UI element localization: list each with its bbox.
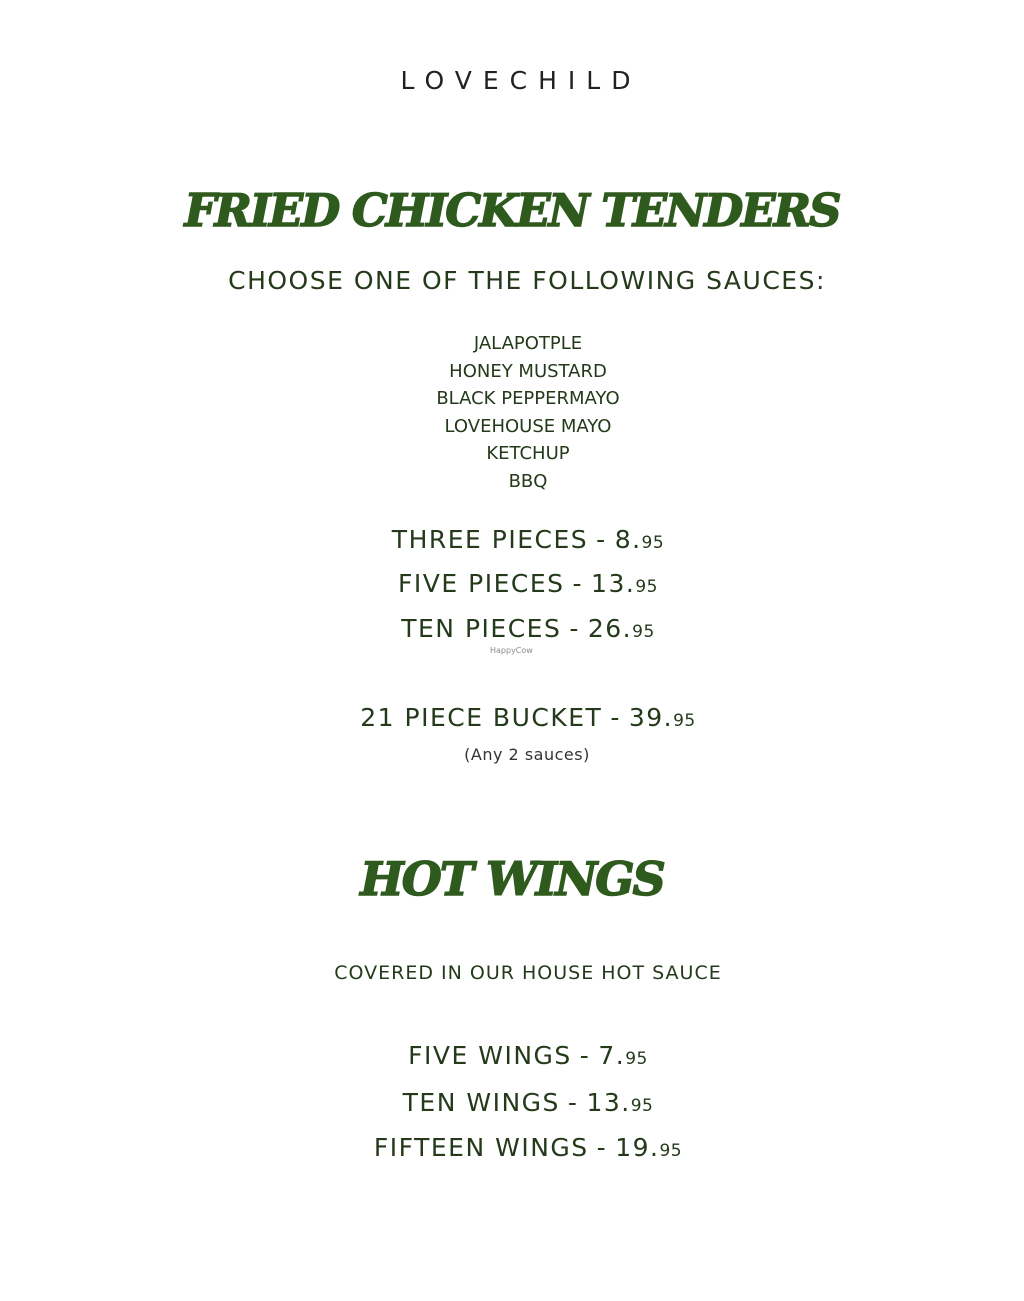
item-name: 21 PIECE BUCKET bbox=[360, 703, 603, 732]
sauce-item: BBQ bbox=[508, 470, 548, 492]
separator: - bbox=[569, 614, 580, 643]
price-cents: 95 bbox=[632, 622, 655, 642]
price-ten-pieces bbox=[0, 614, 1024, 643]
price-cents: 95 bbox=[673, 711, 696, 731]
price-dollars: 13. bbox=[591, 569, 636, 598]
separator: - bbox=[596, 525, 607, 554]
sauce-item: KETCHUP bbox=[486, 443, 570, 465]
bucket-note: (Any 2 sauces) bbox=[464, 745, 590, 764]
price-bucket bbox=[0, 703, 1024, 732]
separator: - bbox=[567, 1088, 579, 1117]
separator: - bbox=[610, 703, 621, 732]
separator: - bbox=[596, 1133, 608, 1162]
price-cents: 95 bbox=[635, 577, 658, 597]
item-name: FIFTEEN WINGS bbox=[373, 1133, 589, 1162]
sauce-item: HONEY MUSTARD bbox=[449, 360, 607, 382]
item-name: THREE PIECES bbox=[391, 525, 589, 554]
price-fifteen-wings bbox=[0, 1133, 1024, 1162]
price-ten-wings bbox=[0, 1088, 1024, 1117]
wings-heading: HOT WINGS bbox=[360, 852, 664, 906]
sauce-list bbox=[0, 330, 1024, 496]
price-three-pieces bbox=[0, 525, 1024, 554]
item-name: TEN WINGS bbox=[402, 1088, 560, 1117]
price-cents: 95 bbox=[625, 1049, 648, 1069]
price-dollars: 39. bbox=[628, 703, 674, 732]
item-name: FIVE WINGS bbox=[408, 1041, 572, 1070]
price-cents: 95 bbox=[630, 1096, 654, 1116]
price-five-pieces bbox=[0, 569, 1024, 598]
wings-description: COVERED IN OUR HOUSE HOT SAUCE bbox=[334, 962, 722, 984]
separator: - bbox=[572, 569, 584, 598]
sauce-instruction: CHOOSE ONE OF THE FOLLOWING SAUCES: bbox=[228, 266, 826, 295]
price-dollars: 19. bbox=[615, 1133, 660, 1162]
price-dollars: 26. bbox=[587, 614, 633, 643]
price-dollars: 7. bbox=[598, 1041, 626, 1070]
item-name: FIVE PIECES bbox=[398, 569, 565, 598]
separator: - bbox=[579, 1041, 591, 1070]
price-dollars: 8. bbox=[614, 525, 642, 554]
price-cents: 95 bbox=[641, 533, 665, 553]
price-dollars: 13. bbox=[586, 1088, 631, 1117]
item-name: TEN PIECES bbox=[401, 614, 562, 643]
sauce-item: BLACK PEPPERMAYO bbox=[436, 388, 620, 410]
sauce-item: JALAPOTPLE bbox=[473, 333, 583, 354]
brand-logo: LOVECHILD bbox=[400, 66, 642, 95]
sauce-item: LOVEHOUSE MAYO bbox=[444, 415, 612, 437]
price-five-wings bbox=[0, 1041, 1024, 1070]
tenders-heading: FRIED CHICKEN TENDERS bbox=[184, 184, 840, 237]
watermark-label: HappyCow bbox=[490, 646, 533, 655]
price-cents: 95 bbox=[659, 1141, 683, 1161]
